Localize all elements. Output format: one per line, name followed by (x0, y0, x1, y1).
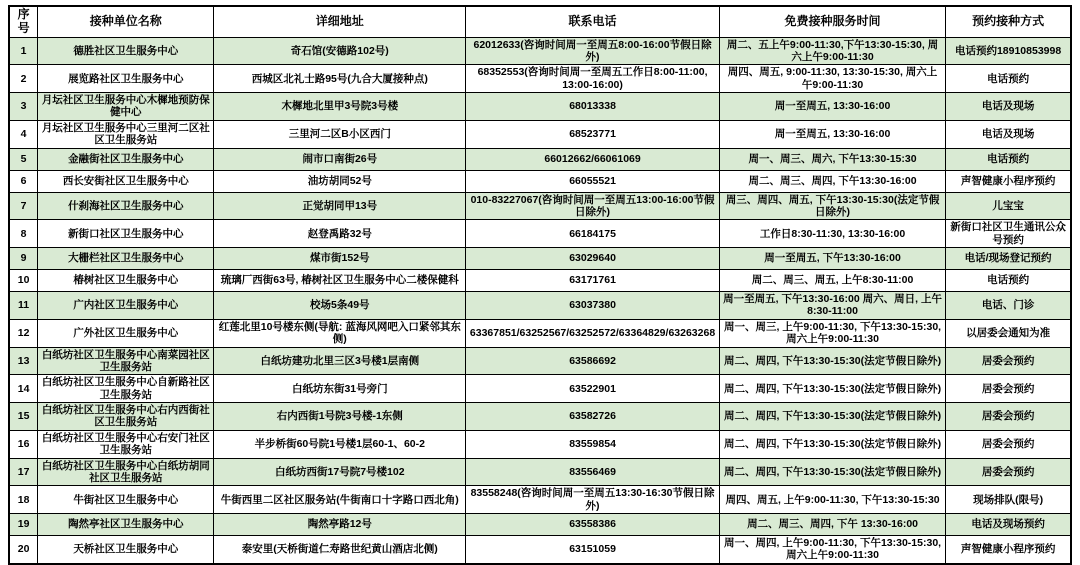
cell-name: 白纸坊社区卫生服务中心白纸坊胡同社区卫生服务站 (38, 458, 214, 486)
table-row (9, 486, 1071, 514)
cell-method: 电话及现场 (946, 93, 1071, 121)
cell-phone: 010-83227067(咨询时间周一至周五13:00-16:00节假日除外) (466, 192, 720, 220)
cell-method: 居委会预约 (946, 458, 1071, 486)
cell-schedule: 周二、周三、周四, 下午 13:30-16:00 (719, 514, 945, 536)
column-header-phone: 联系电话 (466, 6, 720, 37)
cell-method: 电话及现场 (946, 120, 1071, 148)
table-row (9, 192, 1071, 220)
table-row (9, 347, 1071, 375)
cell-name: 白纸坊社区卫生服务中心南菜园社区卫生服务站 (38, 347, 214, 375)
cell-method: 现场排队(限号) (946, 486, 1071, 514)
cell-name: 天桥社区卫生服务中心 (38, 536, 214, 564)
cell-address: 正觉胡同甲13号 (214, 192, 466, 220)
cell-phone: 83559854 (466, 430, 720, 458)
cell-schedule: 周二、周四, 下午13:30-15:30(法定节假日除外) (719, 403, 945, 431)
cell-schedule: 周一、周三, 上午9:00-11:30, 下午13:30-15:30, 周六上午9:00-11:30 (719, 319, 945, 347)
table-header (9, 6, 1071, 37)
cell-address: 泰安里(天桥街道仁寿路世纪黄山酒店北侧) (214, 536, 466, 564)
cell-name: 新街口社区卫生服务中心 (38, 220, 214, 248)
cell-address: 西城区北礼士路95号(九合大厦接种点) (214, 65, 466, 93)
header-row (9, 6, 1071, 37)
cell-address: 右内西街1号院3号楼-1东侧 (214, 403, 466, 431)
cell-seq: 6 (9, 170, 38, 192)
cell-seq: 16 (9, 430, 38, 458)
cell-schedule: 周二、周四, 下午13:30-15:30(法定节假日除外) (719, 347, 945, 375)
cell-phone: 83556469 (466, 458, 720, 486)
cell-phone: 63522901 (466, 375, 720, 403)
column-header-method: 预约接种方式 (946, 6, 1071, 37)
cell-schedule: 周一、周四, 上午9:00-11:30, 下午13:30-15:30, 周六上午9:00-11:30 (719, 536, 945, 564)
cell-name: 西长安街社区卫生服务中心 (38, 170, 214, 192)
cell-seq: 13 (9, 347, 38, 375)
cell-address: 陶然亭路12号 (214, 514, 466, 536)
column-header-schedule: 免费接种服务时间 (719, 6, 945, 37)
cell-name: 德胜社区卫生服务中心 (38, 37, 214, 65)
cell-method: 以居委会通知为准 (946, 319, 1071, 347)
cell-phone: 68523771 (466, 120, 720, 148)
cell-seq: 12 (9, 319, 38, 347)
cell-method: 居委会预约 (946, 430, 1071, 458)
cell-phone: 63367851/63252567/63252572/63364829/63263268 (466, 319, 720, 347)
cell-name: 白纸坊社区卫生服务中心右安门社区卫生服务站 (38, 430, 214, 458)
cell-address: 白纸坊东街31号旁门 (214, 375, 466, 403)
cell-phone: 63151059 (466, 536, 720, 564)
table-row (9, 270, 1071, 292)
table-row (9, 292, 1071, 320)
cell-name: 月坛社区卫生服务中心三里河二区社区卫生服务站 (38, 120, 214, 148)
cell-method: 电话预约 (946, 65, 1071, 93)
cell-address: 奇石馆(安德路102号) (214, 37, 466, 65)
table-row (9, 248, 1071, 270)
cell-schedule: 周一至周五, 下午13:30-16:00 (719, 248, 945, 270)
table-row (9, 319, 1071, 347)
cell-schedule: 周一至周五, 下午13:30-16:00 周六、周日, 上午8:30-11:00 (719, 292, 945, 320)
cell-seq: 9 (9, 248, 38, 270)
cell-address: 红莲北里10号楼东侧(导航: 蓝海风网吧入口紧邻其东侧) (214, 319, 466, 347)
cell-address: 木樨地北里甲3号院3号楼 (214, 93, 466, 121)
cell-schedule: 周二、五上午9:00-11:30,下午13:30-15:30, 周六上午9:00-11:30 (719, 37, 945, 65)
cell-phone: 63171761 (466, 270, 720, 292)
cell-schedule: 周二、周四, 下午13:30-15:30(法定节假日除外) (719, 430, 945, 458)
cell-seq: 8 (9, 220, 38, 248)
table-row (9, 93, 1071, 121)
cell-name: 什刹海社区卫生服务中心 (38, 192, 214, 220)
table-body (9, 37, 1071, 564)
cell-schedule: 周二、周三、周五, 上午8:30-11:00 (719, 270, 945, 292)
cell-name: 牛街社区卫生服务中心 (38, 486, 214, 514)
table-row (9, 37, 1071, 65)
cell-name: 金融街社区卫生服务中心 (38, 148, 214, 170)
table-row (9, 536, 1071, 564)
cell-phone: 66055521 (466, 170, 720, 192)
cell-seq: 4 (9, 120, 38, 148)
cell-seq: 7 (9, 192, 38, 220)
cell-phone: 68013338 (466, 93, 720, 121)
table-row (9, 148, 1071, 170)
cell-name: 广内社区卫生服务中心 (38, 292, 214, 320)
cell-method: 声智健康小程序预约 (946, 536, 1071, 564)
cell-phone: 63029640 (466, 248, 720, 270)
table-row (9, 403, 1071, 431)
vaccination-sites-table (8, 5, 1072, 565)
cell-phone: 83558248(咨询时间周一至周五13:30-16:30节假日除外) (466, 486, 720, 514)
cell-method: 电话及现场预约 (946, 514, 1071, 536)
cell-address: 校场5条49号 (214, 292, 466, 320)
cell-seq: 19 (9, 514, 38, 536)
cell-seq: 10 (9, 270, 38, 292)
cell-method: 电话、门诊 (946, 292, 1071, 320)
cell-schedule: 工作日8:30-11:30, 13:30-16:00 (719, 220, 945, 248)
cell-address: 油坊胡同52号 (214, 170, 466, 192)
cell-address: 半步桥街60号院1号楼1层60-1、60-2 (214, 430, 466, 458)
cell-name: 展览路社区卫生服务中心 (38, 65, 214, 93)
cell-schedule: 周一至周五, 13:30-16:00 (719, 93, 945, 121)
cell-name: 椿树社区卫生服务中心 (38, 270, 214, 292)
cell-name: 陶然亭社区卫生服务中心 (38, 514, 214, 536)
cell-address: 煤市街152号 (214, 248, 466, 270)
cell-seq: 15 (9, 403, 38, 431)
cell-method: 居委会预约 (946, 375, 1071, 403)
cell-phone: 63558386 (466, 514, 720, 536)
cell-method: 新街口社区卫生通讯公众号预约 (946, 220, 1071, 248)
cell-seq: 11 (9, 292, 38, 320)
cell-method: 居委会预约 (946, 347, 1071, 375)
cell-seq: 20 (9, 536, 38, 564)
cell-method: 电话/现场登记预约 (946, 248, 1071, 270)
cell-phone: 63037380 (466, 292, 720, 320)
cell-method: 电话预约 (946, 270, 1071, 292)
cell-schedule: 周三、周四、周五, 下午13:30-15:30(法定节假日除外) (719, 192, 945, 220)
cell-phone: 68352553(咨询时间周一至周五工作日8:00-11:00, 13:00-16:00) (466, 65, 720, 93)
table-row (9, 375, 1071, 403)
column-header-address: 详细地址 (214, 6, 466, 37)
cell-phone: 62012633(咨询时间周一至周五8:00-16:00节假日除外) (466, 37, 720, 65)
cell-schedule: 周一至周五, 13:30-16:00 (719, 120, 945, 148)
cell-method: 电话预约18910853998 (946, 37, 1071, 65)
cell-schedule: 周一、周三、周六, 下午13:30-15:30 (719, 148, 945, 170)
table-row (9, 65, 1071, 93)
cell-method: 电话预约 (946, 148, 1071, 170)
table-row (9, 220, 1071, 248)
cell-address: 赵登禹路32号 (214, 220, 466, 248)
table-row (9, 120, 1071, 148)
cell-seq: 14 (9, 375, 38, 403)
cell-phone: 63586692 (466, 347, 720, 375)
cell-seq: 5 (9, 148, 38, 170)
cell-name: 白纸坊社区卫生服务中心自新路社区卫生服务站 (38, 375, 214, 403)
column-header-name: 接种单位名称 (38, 6, 214, 37)
cell-address: 三里河二区B小区西门 (214, 120, 466, 148)
cell-address: 白纸坊西街17号院7号楼102 (214, 458, 466, 486)
table-row (9, 430, 1071, 458)
cell-method: 儿宝宝 (946, 192, 1071, 220)
cell-seq: 1 (9, 37, 38, 65)
cell-schedule: 周二、周三、周四, 下午13:30-16:00 (719, 170, 945, 192)
cell-phone: 63582726 (466, 403, 720, 431)
column-header-seq: 序号 (9, 6, 38, 37)
cell-seq: 3 (9, 93, 38, 121)
cell-address: 闹市口南街26号 (214, 148, 466, 170)
cell-phone: 66184175 (466, 220, 720, 248)
table-row (9, 514, 1071, 536)
cell-name: 月坛社区卫生服务中心木樨地预防保健中心 (38, 93, 214, 121)
cell-name: 白纸坊社区卫生服务中心右内西街社区卫生服务站 (38, 403, 214, 431)
cell-seq: 18 (9, 486, 38, 514)
cell-address: 琉璃厂西街63号, 椿树社区卫生服务中心二楼保健科 (214, 270, 466, 292)
cell-address: 牛街西里二区社区服务站(牛街南口十字路口西北角) (214, 486, 466, 514)
cell-seq: 2 (9, 65, 38, 93)
cell-schedule: 周四、周五, 上午9:00-11:30, 下午13:30-15:30 (719, 486, 945, 514)
cell-name: 大栅栏社区卫生服务中心 (38, 248, 214, 270)
cell-schedule: 周四、周五, 9:00-11:30, 13:30-15:30, 周六上午9:00-11:30 (719, 65, 945, 93)
cell-name: 广外社区卫生服务中心 (38, 319, 214, 347)
cell-schedule: 周二、周四, 下午13:30-15:30(法定节假日除外) (719, 458, 945, 486)
table-row (9, 458, 1071, 486)
cell-schedule: 周二、周四, 下午13:30-15:30(法定节假日除外) (719, 375, 945, 403)
cell-method: 声智健康小程序预约 (946, 170, 1071, 192)
table-row (9, 170, 1071, 192)
cell-seq: 17 (9, 458, 38, 486)
cell-address: 白纸坊建功北里三区3号楼1层南侧 (214, 347, 466, 375)
cell-method: 居委会预约 (946, 403, 1071, 431)
cell-phone: 66012662/66061069 (466, 148, 720, 170)
